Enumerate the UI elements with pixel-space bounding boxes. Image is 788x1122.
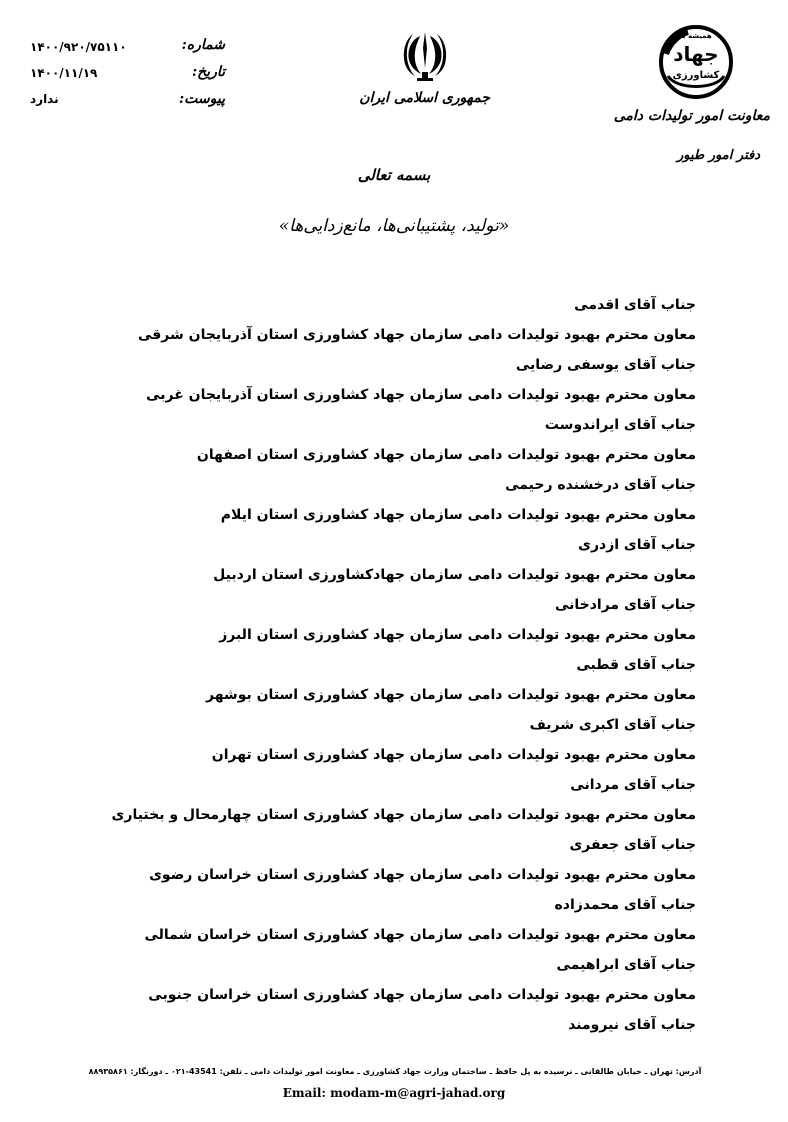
recipient-line: معاون محترم بهبود تولیدات دامی سازمان جهاد کشاورزی استان خراسان شمالی xyxy=(144,927,696,943)
footer-address: آدرس: تهران ـ خیابان طالقانی ـ نرسیده به پل حافظ ـ ساختمان وزارت جهاد کشاورزی ـ معاونت امور تولیدات دامی ـ تلفن: 43541-۰۲۱ ـ دورنگار: ۸۸۹۳۵۸۶۱ xyxy=(88,1067,702,1076)
national-emblem-icon xyxy=(399,28,451,84)
logo-top-text: همیشه با xyxy=(680,32,712,40)
recipient-line: معاون محترم بهبود تولیدات دامی سازمان جهاد کشاورزی استان چهارمحال و بختیاری xyxy=(111,807,696,823)
letter-date-label: تاریخ: xyxy=(191,64,225,80)
letter-meta-labels xyxy=(165,32,225,113)
recipient-line: جناب آقای ابراهیمی xyxy=(556,957,696,973)
recipient-line: معاون محترم بهبود تولیدات دامی سازمان جهاد کشاورزی استان آذربایجان شرقی xyxy=(137,327,696,343)
national-emblem-block xyxy=(360,28,490,106)
recipient-line: معاون محترم بهبود تولیدات دامی سازمان جهادکشاورزی استان اردبیل xyxy=(213,567,696,583)
ministry-logo-block xyxy=(613,24,770,124)
slogan: «تولید، پشتیبانی‌ها، مانع‌زدایی‌ها» xyxy=(278,216,510,236)
recipient-line: معاون محترم بهبود تولیدات دامی سازمان جهاد کشاورزی استان آذربایجان غربی xyxy=(146,387,696,403)
recipient-line: معاون محترم بهبود تولیدات دامی سازمان جهاد کشاورزی استان اصفهان xyxy=(196,447,696,463)
recipient-line: جناب آقای درخشنده رحیمی xyxy=(505,477,696,493)
recipient-line: جناب آقای محمدزاده xyxy=(554,897,696,913)
letter-number-value: ۱۴۰۰/۹۲۰/۷۵۱۱۰ xyxy=(30,40,127,54)
footer-email: Email: modam-m@agri-jahad.org xyxy=(282,1086,506,1100)
recipient-line: معاون محترم بهبود تولیدات دامی سازمان جهاد کشاورزی استان تهران xyxy=(211,747,696,763)
office-title: دفتر امور طیور xyxy=(677,148,760,163)
recipient-line: جناب آقای نیرومند xyxy=(568,1017,696,1033)
recipient-line: معاون محترم بهبود تولیدات دامی سازمان جهاد کشاورزی استان خراسان رضوی xyxy=(149,867,696,883)
recipients-list xyxy=(111,290,696,1040)
recipient-line: معاون محترم بهبود تولیدات دامی سازمان جهاد کشاورزی استان البرز xyxy=(219,627,696,643)
letter-date-value: ۱۴۰۰/۱۱/۱۹ xyxy=(30,66,98,80)
logo-main-text: جهاد xyxy=(673,42,719,66)
letter-attachment-label: پیوست: xyxy=(179,91,225,107)
recipient-line: جناب آقای اقدمی xyxy=(574,297,696,313)
recipient-line: جناب آقای اکبری شریف xyxy=(529,717,696,733)
recipient-line: معاون محترم بهبود تولیدات دامی سازمان جهاد کشاورزی استان بوشهر xyxy=(205,687,696,703)
recipient-line: جناب آقای یوسفی رضایی xyxy=(515,357,696,373)
letter-number-label: شماره: xyxy=(181,37,225,53)
republic-name: جمهوری اسلامی ایران xyxy=(359,90,490,106)
recipient-line: جناب آقای مرادخانی xyxy=(554,597,696,613)
recipient-line: جناب آقای ایراندوست xyxy=(544,417,696,433)
recipient-line: جناب آقای قطبی xyxy=(576,657,696,673)
invocation: بسمه تعالی xyxy=(357,166,431,184)
recipient-line: جناب آقای ازدری xyxy=(578,537,696,553)
recipient-line: جناب آقای مردانی xyxy=(570,777,696,793)
logo-sub-text: کشاورزی xyxy=(672,70,720,81)
jahad-logo xyxy=(658,24,734,100)
letter-attachment-value: ندارد xyxy=(30,92,59,106)
recipient-line: جناب آقای جعفری xyxy=(569,837,696,853)
letter-meta-values xyxy=(30,34,160,112)
deputy-title: معاونت امور تولیدات دامی xyxy=(613,108,770,124)
recipient-line: معاون محترم بهبود تولیدات دامی سازمان جهاد کشاورزی استان خراسان جنوبی xyxy=(148,987,696,1003)
recipient-line: معاون محترم بهبود تولیدات دامی سازمان جهاد کشاورزی استان ایلام xyxy=(220,507,696,523)
